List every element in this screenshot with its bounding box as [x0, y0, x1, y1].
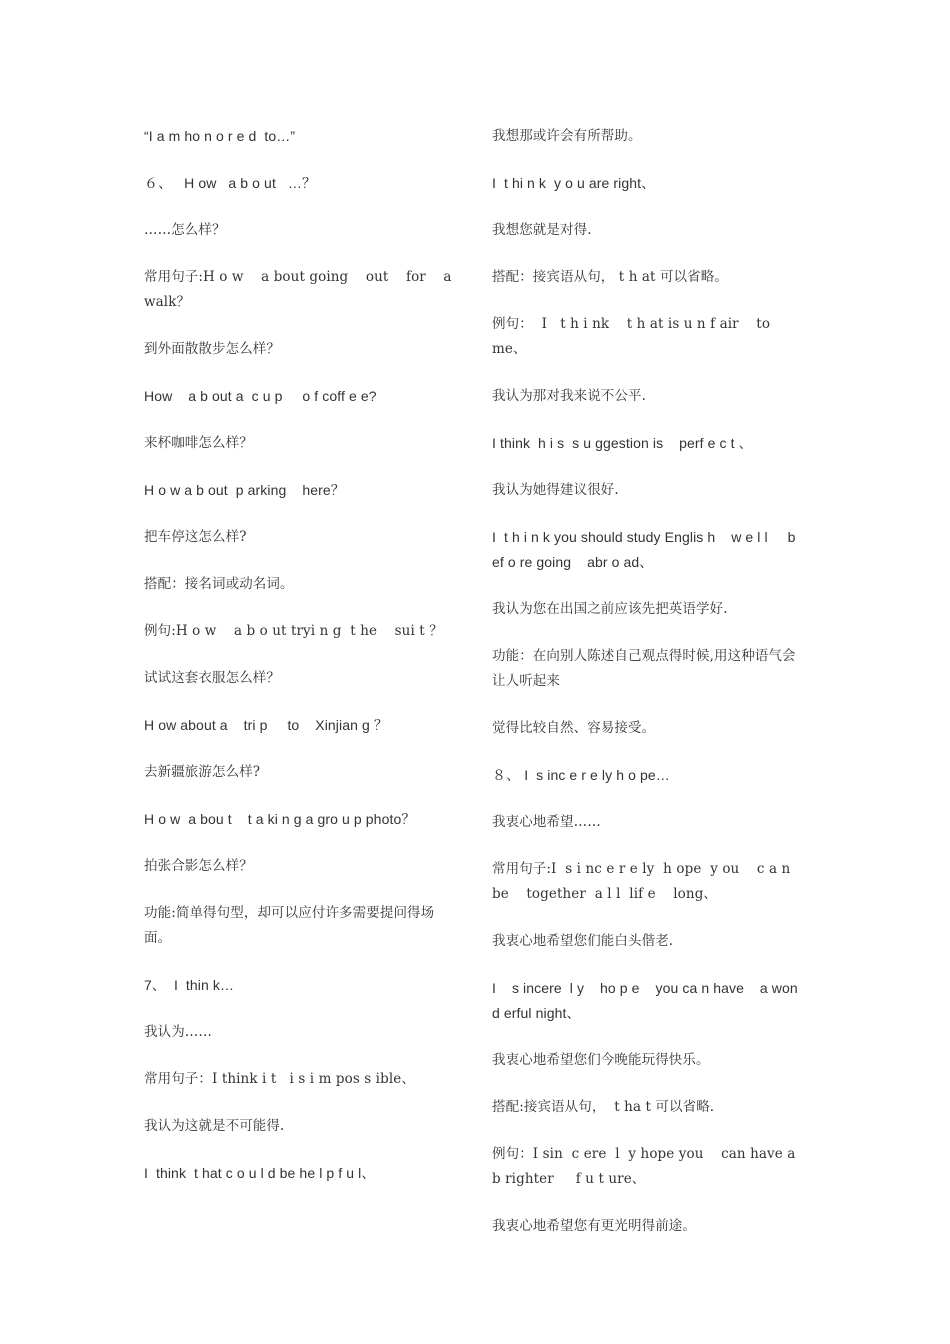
- left-paragraph: ６、 H ow a b o ut …？: [144, 175, 317, 191]
- left-paragraph: 常用句子：I think i t i s i m pos s ible、: [144, 1071, 415, 1087]
- right-paragraph: 我想您就是对得.: [492, 222, 592, 238]
- right-paragraph: 功能：在向别人陈述自己观点得时候,用这种语气会让人听起来: [492, 648, 796, 689]
- left-paragraph: 例句:H o w a b o ut tryi n g t he sui t ？: [144, 623, 443, 639]
- right-paragraph: 觉得比较自然、容易接受。: [492, 720, 656, 736]
- right-paragraph: 例句：I sin c ere l y hope you can have a b righter f u t ure、: [492, 1146, 805, 1187]
- left-paragraph: 去新疆旅游怎么样?: [144, 764, 261, 780]
- right-paragraph: 常用句子:I s i nc e r e ly h ope y ou c a n be together a l l lif e long、: [492, 861, 795, 902]
- right-paragraph: 我衷心地希望您有更光明得前途。: [492, 1218, 696, 1234]
- left-paragraph: 拍张合影怎么样？: [144, 858, 253, 874]
- left-paragraph: “I a m ho n o r e d to…”: [144, 128, 296, 144]
- left-paragraph: 我认为……: [144, 1024, 212, 1040]
- right-paragraph: 例句： I t h i nk t h at is u n f air to me、: [492, 316, 775, 357]
- right-paragraph: I t hi n k y o u are right、: [492, 175, 656, 191]
- left-paragraph: 常用句子:H o w a bout going out for a walk？: [144, 269, 456, 310]
- left-paragraph: H o w a bou t t a ki n g a gro u p photo？: [144, 811, 416, 827]
- right-paragraph: 我认为她得建议很好.: [492, 482, 619, 498]
- left-paragraph: 功能:简单得句型，却可以应付许多需要提问得场面。: [144, 905, 435, 946]
- left-paragraph: 把车停这怎么样?: [144, 529, 247, 545]
- left-paragraph: H o w a b out p arking here？: [144, 482, 345, 498]
- left-paragraph: 搭配：接名词或动名词。: [144, 576, 294, 592]
- right-paragraph: 我衷心地希望您们能白头偕老.: [492, 933, 674, 949]
- right-paragraph: I t h i n k you should study Englis h w e l l b ef o re going abr o ad、: [492, 529, 800, 570]
- right-paragraph: 我想那或许会有所帮助。: [492, 128, 642, 144]
- right-paragraph: I s incere l y ho p e you ca n have a won d erful night、: [492, 980, 802, 1021]
- left-paragraph: 试试这套衣服怎么样？: [144, 670, 280, 686]
- left-paragraph: H ow about a tri p to Xinjian g ？: [144, 717, 388, 733]
- right-paragraph: ８、 I s inc e r e ly h o pe…: [492, 767, 670, 783]
- left-column: [144, 124, 456, 1208]
- right-paragraph: 我认为那对我来说不公平.: [492, 388, 646, 404]
- right-paragraph: 搭配:接宾语从句， t ha t 可以省略.: [492, 1099, 715, 1115]
- right-column: [492, 124, 804, 1261]
- right-paragraph: 我认为您在出国之前应该先把英语学好.: [492, 601, 728, 617]
- right-paragraph: 我衷心地希望……: [492, 814, 601, 830]
- right-paragraph: 我衷心地希望您们今晚能玩得快乐。: [492, 1052, 710, 1068]
- right-paragraph: I think h i s s u ggestion is perf e c t 、: [492, 435, 753, 451]
- right-paragraph: 搭配：接宾语从句， t h at 可以省略。: [492, 269, 728, 285]
- left-paragraph: How a b out a c u p o f coff e e?: [144, 388, 377, 404]
- left-paragraph: 我认为这就是不可能得.: [144, 1118, 285, 1134]
- left-paragraph: ……怎么样？: [144, 222, 226, 238]
- left-paragraph: I think t hat c o u l d be he l p f u l、: [144, 1165, 376, 1181]
- left-paragraph: 7、 I thin k…: [144, 977, 235, 993]
- left-paragraph: 到外面散散步怎么样？: [144, 341, 280, 357]
- left-paragraph: 来杯咖啡怎么样？: [144, 435, 253, 451]
